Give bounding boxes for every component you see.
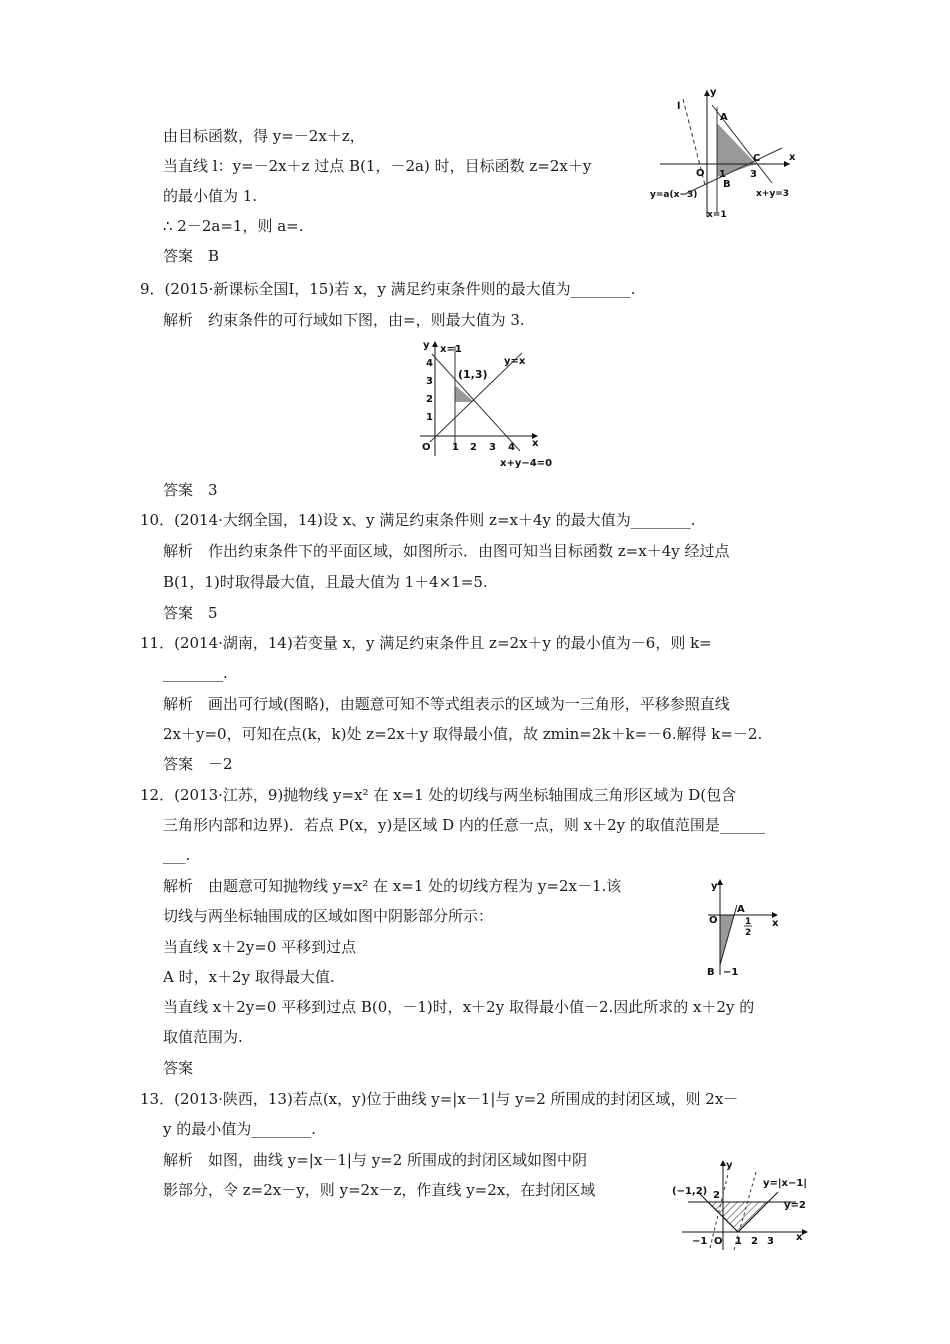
question-11-analysis: 2x＋y=0，可知在点(k，k)处 z=2x＋y 取得最小值，故 zmin=2k＋k=－6.解得 k=－2. — [163, 725, 763, 743]
question-12-analysis: A 时，x＋2y 取得最大值. — [163, 968, 335, 986]
line-sum-label: x+y−4=0 — [500, 458, 553, 469]
x-tick-4: 4 — [508, 442, 515, 453]
axis-y-label: y — [711, 881, 718, 892]
figure-2-feasible-region — [418, 338, 568, 474]
shaded-region — [455, 385, 474, 402]
y-tick-4: 4 — [426, 358, 433, 369]
tick-3: 3 — [750, 169, 757, 180]
question-10-analysis: B(1，1)时取得最大值，且最大值为 1＋4×1=5. — [163, 573, 488, 591]
x-tick-1: 1 — [735, 1236, 742, 1247]
question-12-answer: 答案 — [163, 1059, 194, 1077]
point-c-label: C — [753, 153, 761, 164]
question-12-analysis: 当直线 x＋2y=0 平移到过点 B(0，－1)时，x＋2y 取得最小值－2.因此所求的 x＋2y 的 — [163, 998, 755, 1016]
x-tick-2: 2 — [470, 442, 477, 453]
question-11-analysis: 解析 画出可行域(图略)，由题意可知不等式组表示的区域为一三角形，平移参照直线 — [163, 695, 730, 713]
hatched-region — [708, 1202, 768, 1232]
question-13-analysis: 解析 如图，曲线 y=|x－1|与 y=2 所围成的封闭区域如图中阴 — [163, 1151, 588, 1169]
line-x1-label: x=1 — [440, 344, 462, 355]
point-b-label: B — [723, 179, 731, 190]
answer-line: 答案 B — [163, 247, 220, 265]
x-tick-3: 3 — [767, 1236, 774, 1247]
question-9-stem: 9．(2015·新课标全国Ⅰ，15)若 x，y 满足约束条件则的最大值为________. — [140, 280, 636, 298]
question-13-stem: y 的最小值为________. — [163, 1120, 317, 1138]
text-line: ∴ 2－2a=1，则 a=. — [163, 217, 304, 235]
axis-y-label: y — [423, 340, 430, 351]
axis-x-label: x — [532, 438, 539, 449]
y-tick-2: 2 — [426, 394, 433, 405]
point-a-label: A — [720, 112, 728, 123]
origin-label: O — [714, 1236, 723, 1247]
curve-label: y=|x−1| — [763, 1178, 807, 1189]
y-tick-2: 2 — [713, 1190, 720, 1201]
line-ya-label: y=a(x−3) — [650, 190, 698, 200]
origin-label: O — [422, 442, 431, 453]
point-a-label: A — [737, 904, 745, 915]
origin-label: O — [696, 168, 705, 179]
axis-x-label: x — [789, 152, 796, 163]
question-9-answer: 答案 3 — [163, 481, 218, 499]
question-9-analysis: 解析 约束条件的可行域如下图，由=，则最大值为 3. — [163, 311, 525, 329]
line-xy3-label: x+y=3 — [756, 189, 790, 199]
text-line: 的最小值为 1. — [163, 187, 258, 205]
question-12-analysis: 解析 由题意可知抛物线 y=x² 在 x=1 处的切线方程为 y=2x－1.该 — [163, 877, 622, 895]
axis-x-label: x — [772, 918, 779, 929]
axis-x-label: x — [796, 1232, 803, 1243]
text-line: 当直线 l：y=－2x＋z 过点 B(1，－2a) 时，目标函数 z=2x＋y — [163, 157, 592, 175]
question-12-stem: 12．(2013·江苏，9)抛物线 y=x² 在 x=1 处的切线与两坐标轴围成三角形区域为 D(包含 — [140, 786, 737, 804]
axis-y-label: y — [726, 1160, 733, 1171]
half-numerator: 1 — [745, 917, 752, 927]
question-13-stem: 13．(2013·陕西，13)若点(x，y)位于曲线 y=|x－1|与 y=2 所围成的封闭区域，则 2x－ — [140, 1090, 739, 1108]
question-12-stem: 三角形内部和边界)．若点 P(x，y)是区域 D 内的任意一点，则 x＋2y 的取值范围是______ — [163, 816, 765, 834]
question-11-stem: ________. — [163, 664, 228, 682]
axis-y-label: y — [710, 87, 717, 98]
half-denominator: 2 — [745, 928, 752, 938]
question-10-analysis: 解析 作出约束条件下的平面区域，如图所示．由图可知当目标函数 z=x＋4y 经过点 — [163, 542, 730, 560]
tick-1: 1 — [719, 169, 726, 180]
y-tick-1: 1 — [426, 412, 433, 423]
tick-minus-1: −1 — [723, 967, 739, 978]
question-10-answer: 答案 5 — [163, 604, 218, 622]
question-11-answer: 答案 －2 — [163, 755, 233, 773]
x-tick-minus-1: −1 — [692, 1236, 708, 1247]
question-13-analysis: 影部分，令 z=2x－y，则 y=2x－z，作直线 y=2x，在封闭区域 — [163, 1181, 596, 1199]
figure-1-feasible-region — [650, 85, 800, 225]
x-tick-2: 2 — [751, 1236, 758, 1247]
line-l-label: l — [677, 101, 681, 112]
question-12-stem: ___. — [163, 846, 191, 864]
point-b-label: B — [707, 967, 715, 978]
point-13-label: (1,3) — [458, 368, 488, 381]
text-line: 由目标函数，得 y=－2x＋z， — [163, 127, 365, 145]
question-12-analysis: 取值范围为. — [163, 1028, 243, 1046]
question-12-analysis: 切线与两坐标轴围成的区域如图中阴影部分所示： — [163, 907, 494, 925]
question-11-stem: 11．(2014·湖南，14)若变量 x，y 满足约束条件且 z=2x＋y 的最小值为－6，则 k= — [140, 634, 712, 652]
question-10-stem: 10．(2014·大纲全国，14)设 x、y 满足约束条件则 z=x＋4y 的最大值为________. — [140, 511, 696, 529]
line-y2-label: y=2 — [784, 1200, 806, 1211]
point-label: (−1,2) — [672, 1186, 708, 1197]
line-yx-label: y=x — [504, 356, 526, 367]
question-12-analysis: 当直线 x＋2y=0 平移到过点 — [163, 938, 357, 956]
figure-3-triangle-region — [704, 875, 784, 980]
x-tick-1: 1 — [452, 442, 459, 453]
figure-4-closed-region — [668, 1158, 818, 1254]
y-tick-3: 3 — [426, 376, 433, 387]
line-x1-label: x=1 — [707, 210, 727, 220]
origin-label: O — [709, 915, 718, 926]
x-tick-3: 3 — [489, 442, 496, 453]
